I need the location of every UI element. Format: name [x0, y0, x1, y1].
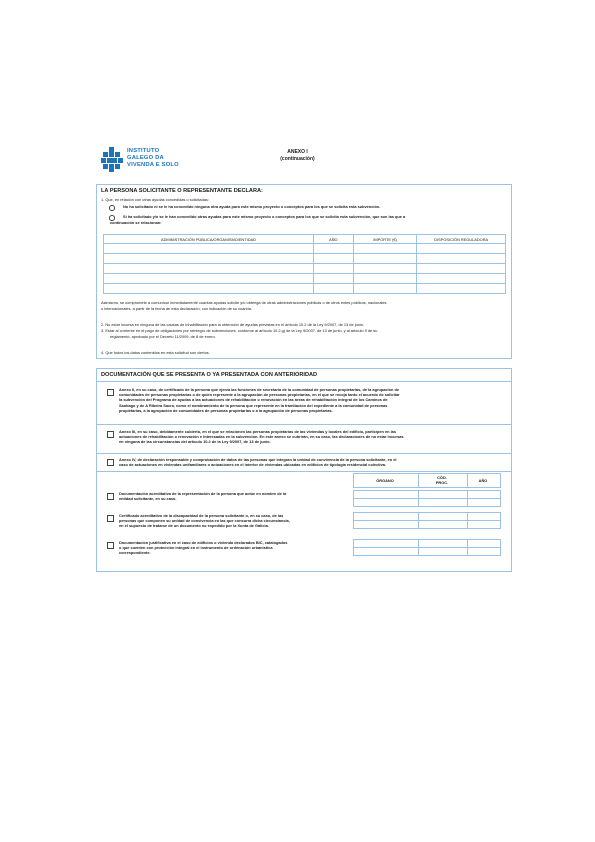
divider [97, 381, 511, 382]
divider [97, 471, 511, 472]
organ-field[interactable] [353, 498, 419, 507]
annex3-text: Anexo III, en su caso, debidamente cubierto, en el que se relacionen las personas propietarias de las viviendas y locales del edificio, participen en las actuaciones de rehabilitación o renovación e interesadas en la subvención. En este anexo se cubrirán, en su caso, las declaraciones de no estar incursas en ninguna de las circunstancias del artículo 10.2 de la Ley 9/2007, de 13 de junio. [119, 429, 404, 445]
col-header-amount: IMPORTE (€) [353, 235, 417, 244]
documentation-section [96, 368, 512, 572]
commitment-text: Asimismo, se compromete a comunicar inmediatamente cuantas ayudas solicite y/u obtenga de otras administraciones públicas o de otros entes públicos, nacionales [101, 300, 387, 305]
col-header-entity: ADMINISTRACIÓN PÚBLICA/ORGANISMO/ENTIDAD [104, 235, 314, 244]
year-header: AÑO [478, 478, 488, 483]
organ-header: ÓRGANO [376, 478, 394, 483]
no-aid-radio[interactable] [109, 205, 115, 211]
declaration-item-4: 4. Que todos los datos contenidos en esta solicitud son ciertos. [101, 350, 210, 355]
declaration-title: LA PERSONA SOLICITANTE O REPRESENTANTE DECLARA: [101, 188, 263, 194]
declaration-section [96, 184, 512, 359]
representation-doc-text: Documentación acreditativa de la representación de la persona que actúe en nombre de la entidad solicitante, en su caso. [119, 491, 287, 502]
col-header-year: AÑO [313, 235, 353, 244]
bic-doc-text: Documentación justificativa en el caso de edificios o vivienda declarados BIC, catalogados o que cuenten con protección integral en el instrumento de ordenación urbanística correspondiente. [119, 540, 288, 556]
annex-title: ANEXO I [287, 149, 308, 155]
divider [97, 453, 511, 454]
proc-header: PROC. [435, 480, 449, 485]
no-aid-label: No ha solicitado ni se le ha concedido ninguna otra ayuda para este mismo proyecto o conceptos para los que se solicita esta subvención. [123, 204, 381, 209]
documentation-title: DOCUMENTACIÓN QUE SE PRESENTA O YA PRESENTADA CON ANTERIORIDAD [101, 372, 318, 378]
code-field[interactable] [418, 520, 468, 529]
annex3-checkbox[interactable] [107, 431, 114, 438]
annex2-text: Anexo II, en su caso, de certificado de la persona que ejerza las funciones de secretaria de la comunidad de personas propietarias, de la agrupación de comunidades de personas propietarias o de quien represente a la agrupación de personas propietarias, en el que se recoja tanto el acuerdo de solicitar la subvención del Programa de ayudas a las actuaciones de rehabilitación o renovación en las áreas de rehabilitación integral de los Caminos de Santiago y de A Ribeira Sacra, como el nombramiento de la persona que represente en la tramitación del expediente a la comunidad de personas propietarias, a la agrupación de comunidades de personas propietarias o a la agrupación de personas propietarias. [119, 387, 400, 413]
code-field[interactable] [418, 547, 468, 556]
table-row [104, 254, 506, 264]
code-field[interactable] [418, 498, 468, 507]
col-header-regulation: DISPOSICIÓN REGULADORA [417, 235, 506, 244]
year-field[interactable] [467, 547, 501, 556]
logo-text: INSTITUTO GALEGO DA VIVENDA E SOLO [127, 148, 179, 168]
declaration-item-2: 2. No estar incursa en ninguna de las causas de inhabilitación para la obtención de ayudas previstas en el artículo 10.2 de la Ley 9/2007, de 13 de junio. [101, 322, 365, 327]
table-row [104, 284, 506, 294]
annex-subtitle: (continuación) [280, 156, 315, 162]
declaration-item-3: 3. Estar al corriente en el pago de obligaciones por reintegro de subvenciones, conforme al artículo 10.2.g) de la Ley 9/2007, de 13 de junio, y al artículo 9 de su [101, 328, 378, 333]
declaration-item-3-cont: reglamento, aprobado por el Decreto 11/2009, de 8 de enero. [110, 334, 216, 339]
year-field[interactable] [467, 498, 501, 507]
other-aids-table [103, 234, 506, 294]
table-row [104, 274, 506, 284]
bic-doc-checkbox[interactable] [107, 542, 114, 549]
table-row [104, 264, 506, 274]
yes-aid-label: Sí ha solicitado y/o se le han concedido otras ayudas para este mismo proyecto o conceptos para los que se solicita esta subvención, que son las que a [123, 214, 406, 219]
divider [97, 424, 511, 425]
yes-aid-label-cont: continuación se relacionan: [110, 220, 162, 225]
code-header: CÓD. [437, 475, 447, 480]
table-row [104, 244, 506, 254]
annex4-text: Anexo IV, de declaración responsable y comprobación de datos de las personas que integran la unidad de convivencia de la persona solicitante, en el caso de actuaciones en viviendas unifamiliares o actuaciones en el interior de viviendas ubicadas en edificios de tipología residencial colectiva. [119, 457, 397, 468]
organ-field[interactable] [353, 520, 419, 529]
disability-doc-text: Certificado acreditativo de la discapacidad de la persona solicitante o, en su caso, de las personas que componen su unidad de convivencia en las que concurra dicha circunstancia, en el supuesto de tratarse de un documento no expedido por la Xunta de Galicia. [119, 513, 290, 529]
annex2-checkbox[interactable] [107, 389, 114, 396]
organ-field[interactable] [353, 547, 419, 556]
declaration-item-1: 1. Que, en relación con otras ayudas concedidas o solicitadas: [101, 197, 209, 202]
annex4-checkbox[interactable] [107, 459, 114, 466]
commitment-text-cont: o internacionales, a partir de la fecha de esta declaración, con indicación de su cuantía. [101, 306, 252, 311]
representation-doc-checkbox[interactable] [107, 493, 114, 500]
year-field[interactable] [467, 520, 501, 529]
disability-doc-checkbox[interactable] [107, 515, 114, 522]
